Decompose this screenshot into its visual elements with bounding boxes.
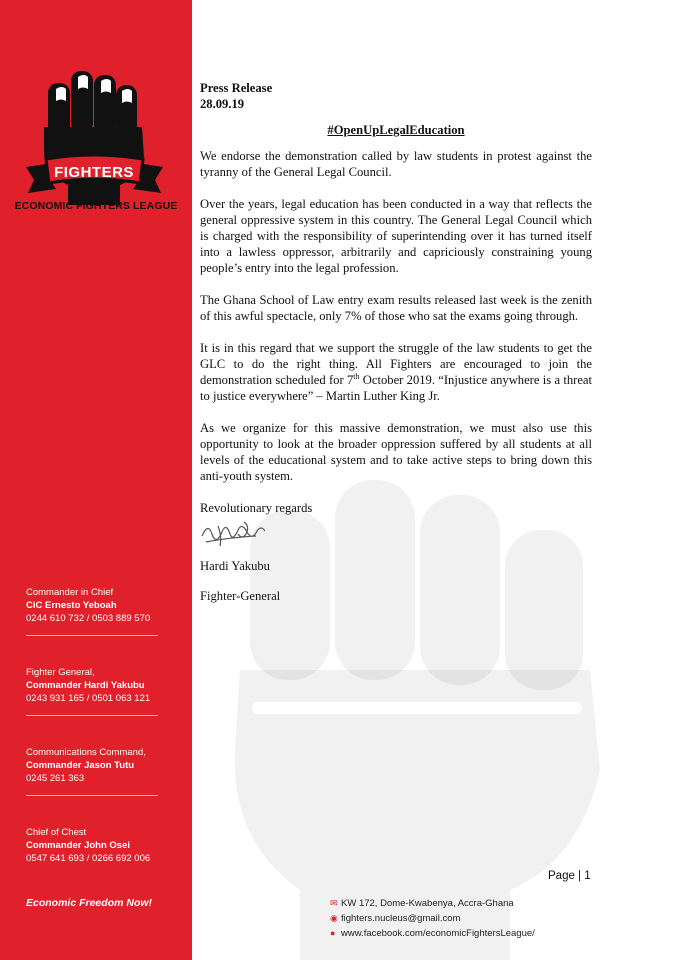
contact-role: Communications Command, <box>26 747 146 758</box>
footer-facebook[interactable] <box>330 926 535 941</box>
contact-communications <box>26 746 176 826</box>
contact-name: CiC Ernesto Yeboah <box>26 600 117 611</box>
contact-name: Commander John Osei <box>26 840 130 851</box>
paragraph-4-part-b: October 2019. “Injustice anywhere is a threat to justice everywhere” – Martin Luther King Jr. <box>200 373 592 403</box>
hashtag-title: #OpenUpLegalEducation <box>327 123 465 137</box>
paragraph-2: Over the years, legal education has been conducted in a way that reflects the general oppressive system in this country. The General Legal Council which is charged with the responsibility of superintending over it has turned itself into a lawless oppressor, arbitrarily and capriciously constraining young people’s entry into the legal profession. <box>200 197 592 275</box>
divider <box>26 795 158 796</box>
divider <box>26 715 158 716</box>
contact-chief-of-chest <box>26 826 176 906</box>
facebook-text[interactable]: www.facebook.com/economicFightersLeague/ <box>341 928 535 939</box>
press-release <box>200 80 592 604</box>
divider <box>26 635 158 636</box>
address-text: KW 172, Dome-Kwabenya, Accra-Ghana <box>341 898 514 909</box>
footer-email[interactable] <box>330 911 535 926</box>
contact-list <box>26 586 176 906</box>
ordinal-suffix: th <box>353 371 360 381</box>
closing: Revolutionary regards <box>200 501 313 515</box>
contact-name: Commander Hardi Yakubu <box>26 680 145 691</box>
paragraph-4 <box>200 340 592 404</box>
contact-role: Chief of Chest <box>26 827 87 838</box>
contact-phone: 0243 931 165 / 0501 063 121 <box>26 693 151 704</box>
contact-phone: 0547 641 693 / 0266 692 006 <box>26 853 151 864</box>
mail-icon: ✉ <box>330 898 338 908</box>
release-date: 28.09.19 <box>200 97 245 111</box>
page-number: Page | 1 <box>548 870 591 882</box>
paragraph-1: We endorse the demonstration called by law students in protest against the tyranny of the General Legal Council. <box>200 149 592 179</box>
signature-icon <box>200 516 270 550</box>
contact-name: Commander Jason Tutu <box>26 760 135 771</box>
web-icon: ● <box>330 928 336 938</box>
footer-address <box>330 896 535 911</box>
motto: Economic Freedom Now! <box>26 897 153 909</box>
contact-phone: 0244 610 732 / 0503 889 570 <box>26 613 151 624</box>
contact-role: Fighter General, <box>26 667 95 678</box>
logo-word: FIGHTERS <box>54 164 134 181</box>
footer-contacts <box>330 896 535 941</box>
contact-role: Commander in Chief <box>26 587 114 598</box>
sidebar <box>0 0 192 960</box>
logo-tagline: ECONOMIC FIGHTERS LEAGUE <box>14 200 178 212</box>
release-label: Press Release <box>200 81 273 95</box>
email-icon: ◉ <box>330 913 338 923</box>
email-text[interactable]: fighters.nucleus@gmail.com <box>341 913 461 924</box>
paragraph-5: As we organize for this massive demonstration, we must also use this opportunity to look at the broader oppression suffered by all students at all levels of the educational system and to take active steps to bring down this anti-youth system. <box>200 421 592 483</box>
signer-name: Hardi Yakubu <box>200 559 270 573</box>
paragraph-4-part-a: It is in this regard that we support the struggle of the law students to get the GLC to do the right thing. All Fighters are encouraged to join the demonstration scheduled for 7 <box>200 341 592 387</box>
signer-title: Fighter-General <box>200 589 281 603</box>
paragraph-3: The Ghana School of Law entry exam results released last week is the zenith of this awful spectacle, only 7% of those who sat the exams going through. <box>200 293 592 323</box>
contact-phone: 0245 261 363 <box>26 773 85 784</box>
logo-wordmark <box>12 55 177 215</box>
contact-cic <box>26 586 176 666</box>
contact-fighter-general <box>26 666 176 746</box>
